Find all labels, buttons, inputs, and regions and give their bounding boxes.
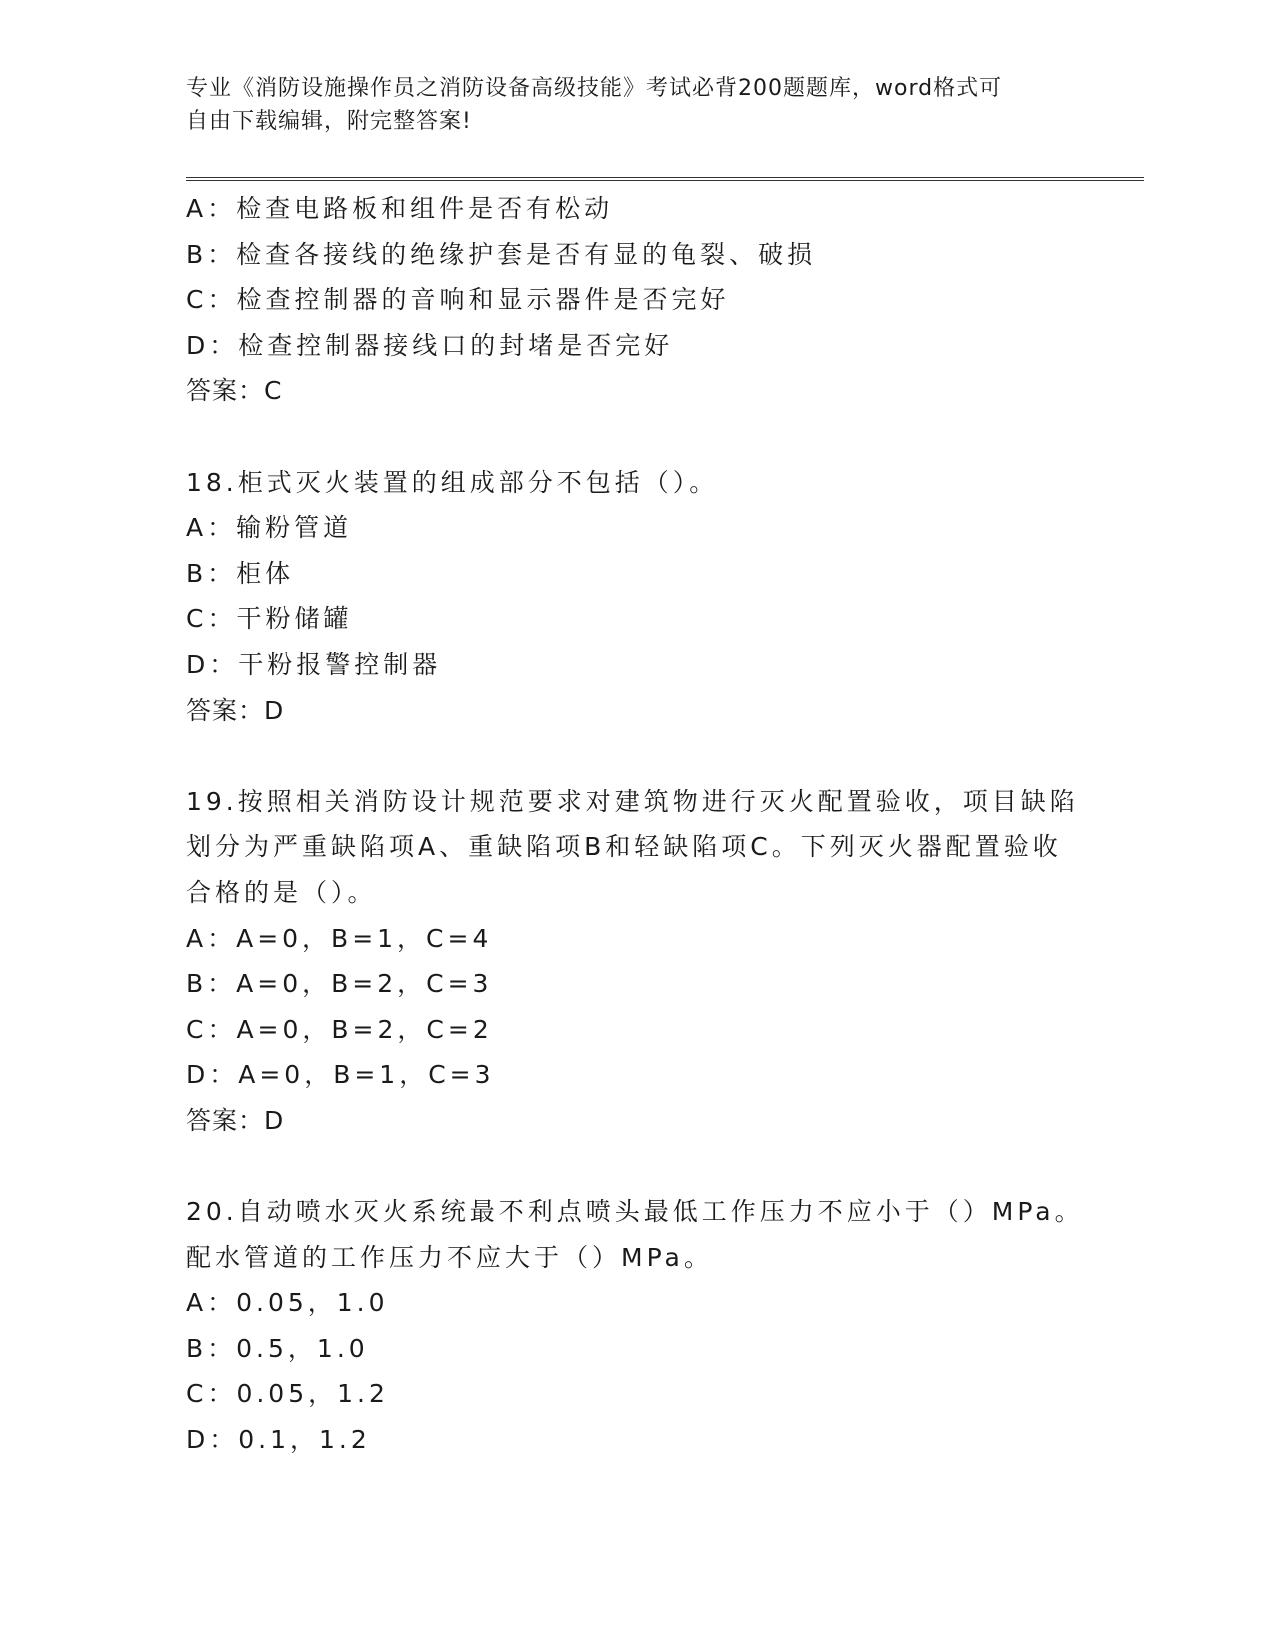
spacer (186, 414, 1086, 460)
question-18 (186, 460, 1086, 734)
option-c: C：检查控制器的音响和显示器件是否完好 (186, 285, 730, 315)
option-a: A：0.05，1.0 (186, 1288, 389, 1318)
answer: 答案：D (186, 1105, 285, 1135)
answer: 答案：C (186, 376, 283, 406)
header-line-1: 专业《消防设施操作员之消防设备高级技能》考试必背200题题库，word格式可 (186, 76, 1003, 101)
question-text-line-2: 配水管道的工作压力不应大于（）MPa。 (186, 1242, 713, 1272)
question-20 (186, 1189, 1086, 1463)
option-b: B：A=0，B=2，C=3 (186, 969, 493, 999)
question-text-line-3: 合格的是（）。 (186, 877, 377, 907)
document-body (186, 186, 1086, 1463)
header-line-2: 自由下载编辑，附完整答案! (186, 109, 472, 134)
question-19 (186, 779, 1086, 1144)
question-text-line-1: 19.按照相关消防设计规范要求对建筑物进行灭火配置验收，项目缺陷 (186, 786, 1079, 816)
option-a: A：A=0，B=1，C=4 (186, 923, 493, 953)
option-d: D：A=0，B=1，C=3 (186, 1060, 495, 1090)
question-text-line-2: 划分为严重缺陷项A、重缺陷项B和轻缺陷项C。下列灭火器配置验收 (186, 832, 1062, 862)
option-c: C：0.05，1.2 (186, 1379, 389, 1409)
option-d: D：检查控制器接线口的封堵是否完好 (186, 330, 674, 360)
option-b: B：0.5，1.0 (186, 1333, 369, 1363)
answer: 答案：D (186, 695, 285, 725)
option-d: D：0.1，1.2 (186, 1425, 371, 1455)
question-17 (186, 186, 1086, 414)
option-a: A：输粉管道 (186, 513, 353, 543)
option-b: B：柜体 (186, 558, 295, 588)
question-text-line-1: 20.自动喷水灭火系统最不利点喷头最低工作压力不应小于（）MPa。 (186, 1197, 1084, 1227)
option-b: B：检查各接线的绝缘护套是否有显的龟裂、破损 (186, 239, 817, 269)
option-a: A：检查电路板和组件是否有松动 (186, 194, 614, 223)
header-divider (186, 177, 1144, 181)
option-c: C：干粉储罐 (186, 604, 353, 634)
spacer (186, 1143, 1086, 1189)
option-c: C：A=0，B=2，C=2 (186, 1014, 493, 1044)
spacer (186, 733, 1086, 779)
option-d: D：干粉报警控制器 (186, 649, 442, 679)
page-header (186, 72, 1086, 138)
question-text: 18.柜式灭火装置的组成部分不包括（）。 (186, 467, 719, 497)
